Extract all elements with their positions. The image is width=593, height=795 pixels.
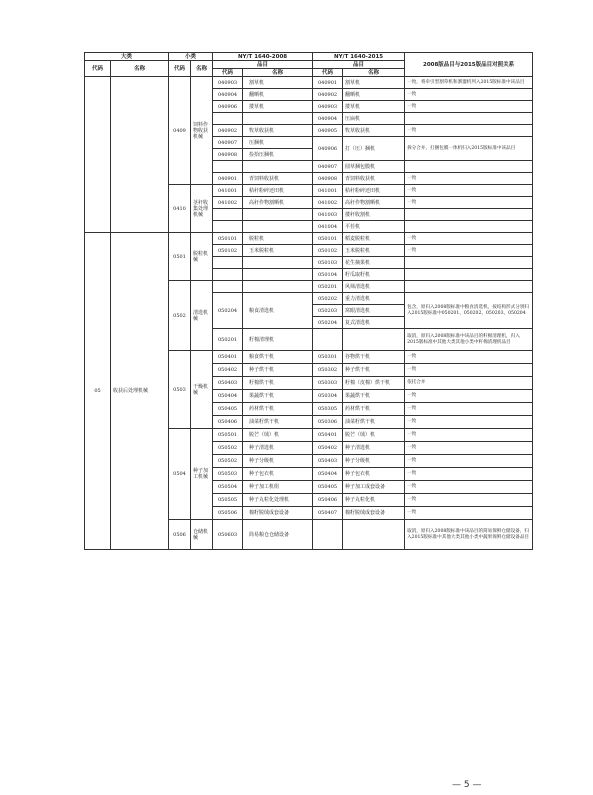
item-name-2015: 打（压）捆机	[343, 137, 405, 161]
item-code-2015: 050403	[313, 455, 343, 468]
item-code-2015: 040908	[313, 173, 343, 185]
item-code-2015: 050302	[313, 364, 343, 377]
item-code-2008: 050503	[213, 468, 243, 481]
item-name-2008: 压捆机	[243, 137, 313, 149]
table-row	[85, 77, 533, 89]
item-code-2015: 040907	[313, 161, 343, 173]
item-name-2008: 青饲料收获机	[243, 173, 313, 185]
relation-note: 一致	[405, 364, 533, 377]
header-small-category: 小类	[169, 53, 213, 61]
item-name-2008: 药材烘干机	[243, 403, 313, 416]
relation-note: 一致	[405, 455, 533, 468]
item-name-2008	[243, 221, 313, 233]
item-code-2015: 040901	[313, 77, 343, 89]
item-name-2015: 种子清选机	[343, 442, 405, 455]
relation-note: 一致	[405, 233, 533, 245]
category-comparison-table	[84, 52, 533, 550]
item-name-2008: 翻晒机	[243, 89, 313, 101]
page-number: — 5 —	[452, 780, 482, 790]
item-name-2015: 平茬机	[343, 221, 405, 233]
item-code-2015: 050404	[313, 468, 343, 481]
relation-note: 一致	[405, 468, 533, 481]
item-code-2015: 050306	[313, 416, 343, 429]
small-category-name: 种子加工机械	[191, 429, 213, 520]
item-name-2008: 种子烘干机	[243, 364, 313, 377]
small-category-name: 仓储机械	[191, 520, 213, 550]
item-code-2008: 040908	[213, 149, 243, 161]
item-code-2008: 050406	[213, 416, 243, 429]
item-name-2008: 搂草机	[243, 101, 313, 113]
big-category-code: 05	[85, 233, 111, 550]
item-code-2008: 050403	[213, 377, 243, 390]
item-name-2008: 种子丸粒化处理机	[243, 494, 313, 507]
item-code-2008: 050402	[213, 364, 243, 377]
item-code-2015: 050303	[313, 377, 343, 390]
item-code-2015: 041001	[313, 185, 343, 197]
item-code-2015: 050101	[313, 233, 343, 245]
item-code-2008: 041001	[213, 185, 243, 197]
relation-note: 一致	[405, 507, 533, 520]
header-small-name: 名称	[191, 61, 213, 77]
item-name-2015: 搂秆收割机	[343, 209, 405, 221]
header-std-2008: NY/T 1640-2008	[213, 53, 313, 61]
item-name-2008	[243, 281, 313, 293]
item-name-2008	[243, 209, 313, 221]
table-body	[85, 77, 533, 550]
item-name-2015: 高秆作物割晒机	[343, 197, 405, 209]
small-category-code: 0506	[169, 520, 191, 550]
item-code-2015: 041003	[313, 209, 343, 221]
small-category-code: 0502	[169, 281, 191, 351]
item-name-2008: 秸秆粉碎还田机	[243, 185, 313, 197]
item-code-2008: 040901	[213, 173, 243, 185]
item-code-2008: 050201	[213, 329, 243, 351]
item-name-2008: 割草机	[243, 77, 313, 89]
item-code-2008	[213, 269, 243, 281]
item-code-2015: 040905	[313, 125, 343, 137]
item-name-2015: 种子分级机	[343, 455, 405, 468]
header-big-code: 代码	[85, 61, 111, 77]
item-code-2008: 050404	[213, 390, 243, 403]
item-name-2008	[243, 269, 313, 281]
header-std-2015: NY/T 1640-2015	[313, 53, 405, 61]
item-code-2015: 050203	[313, 305, 343, 317]
item-code-2008	[213, 221, 243, 233]
item-name-2008	[243, 257, 313, 269]
item-code-2008: 050405	[213, 403, 243, 416]
item-name-2015: 脱芒（绒）机	[343, 429, 405, 442]
item-name-2015	[343, 329, 405, 351]
item-code-2015: 050402	[313, 442, 343, 455]
relation-note: 一致	[405, 481, 533, 494]
item-code-2008	[213, 113, 243, 125]
item-name-2015	[343, 520, 405, 550]
item-code-2015: 050104	[313, 269, 343, 281]
relation-note: 取消，原归入2008版标准中该品目的简易保鲜仓储设备，归入2015版标准中其他大类其他小类中蔬果保鲜仓储设备品目	[405, 520, 533, 550]
item-code-2015: 050301	[313, 351, 343, 364]
big-category-code	[85, 77, 111, 233]
item-code-2008	[213, 161, 243, 173]
relation-note: 拆分合并，打捆包膜一体机归入2015版标准中该品目	[405, 137, 533, 161]
big-category-name	[111, 77, 169, 233]
small-category-name: 饲料作物收获机械	[191, 77, 213, 185]
relation-note: 一致	[405, 173, 533, 185]
table-row	[85, 233, 533, 245]
item-name-2008: 粮食清选机	[243, 293, 313, 329]
item-name-2015: 翻晒机	[343, 89, 405, 101]
item-name-2015: 窝眼清选机	[343, 305, 405, 317]
item-name-2008: 种子清选机	[243, 442, 313, 455]
relation-note: 一致	[405, 197, 533, 209]
item-code-2015: 050401	[313, 429, 343, 442]
relation-note: 一致	[405, 101, 533, 113]
item-name-2015: 药材烘干机	[343, 403, 405, 416]
relation-note	[405, 257, 533, 269]
item-name-2008: 脱芒（绒）机	[243, 429, 313, 442]
item-code-2015: 050201	[313, 281, 343, 293]
item-name-2015: 种子丸粒化机	[343, 494, 405, 507]
relation-note: 一致	[405, 416, 533, 429]
relation-note: 一致	[405, 245, 533, 257]
small-category-code: 0503	[169, 351, 191, 429]
item-name-2008	[243, 161, 313, 173]
item-code-2008: 040903	[213, 77, 243, 89]
item-code-2008: 050102	[213, 245, 243, 257]
item-name-2015: 玉米脱粒机	[343, 245, 405, 257]
small-category-name: 清选机械	[191, 281, 213, 351]
table-header	[85, 53, 533, 77]
item-name-2008: 捡拾压捆机	[243, 149, 313, 161]
item-name-2015: 谷物烘干机	[343, 351, 405, 364]
item-code-2008: 050506	[213, 507, 243, 520]
item-name-2008: 籽棉清理机	[243, 329, 313, 351]
item-name-2015: 籽棉（皮棉）烘干机	[343, 377, 405, 390]
relation-note: 一致	[405, 403, 533, 416]
item-name-2008: 种子加工机组	[243, 481, 313, 494]
item-name-2015: 秸秆粉碎还田机	[343, 185, 405, 197]
item-name-2008: 籽棉烘干机	[243, 377, 313, 390]
small-category-name: 脱粒机械	[191, 233, 213, 281]
item-code-2008	[213, 257, 243, 269]
item-code-2015: 050405	[313, 481, 343, 494]
item-code-2008: 041002	[213, 197, 243, 209]
header-code-2015: 代码	[313, 69, 343, 77]
item-code-2008: 040907	[213, 137, 243, 149]
item-code-2015: 041002	[313, 197, 343, 209]
item-name-2015: 果蔬烘干机	[343, 390, 405, 403]
header-code-2008: 代码	[213, 69, 243, 77]
small-category-name: 干燥机械	[191, 351, 213, 429]
small-category-code: 0504	[169, 429, 191, 520]
relation-note	[405, 221, 533, 233]
item-name-2008: 棉籽脱绒成套设备	[243, 507, 313, 520]
relation-note: 依托合并	[405, 377, 533, 390]
item-code-2015: 050202	[313, 293, 343, 305]
item-name-2015: 稻麦脱粒机	[343, 233, 405, 245]
item-name-2008: 玉米脱粒机	[243, 245, 313, 257]
item-code-2015	[313, 520, 343, 550]
item-name-2015: 籽瓜取籽机	[343, 269, 405, 281]
item-code-2008: 050401	[213, 351, 243, 364]
relation-note: 一致	[405, 125, 533, 137]
item-code-2008: 050502	[213, 442, 243, 455]
item-name-2015: 青饲料收获机	[343, 173, 405, 185]
header-small-code: 代码	[169, 61, 191, 77]
item-code-2015: 050304	[313, 390, 343, 403]
item-code-2008: 050501	[213, 429, 243, 442]
item-code-2008: 050204	[213, 293, 243, 329]
item-name-2015: 割草机	[343, 77, 405, 89]
item-name-2015: 复式清选机	[343, 317, 405, 329]
item-name-2015: 搂草机	[343, 101, 405, 113]
item-name-2015: 种子烘干机	[343, 364, 405, 377]
item-name-2008: 粮食烘干机	[243, 351, 313, 364]
item-name-2015: 棉籽脱绒成套设备	[343, 507, 405, 520]
item-name-2015: 重力清选机	[343, 293, 405, 305]
item-code-2008: 050502	[213, 455, 243, 468]
relation-note	[405, 161, 533, 173]
item-code-2015: 040906	[313, 137, 343, 161]
item-code-2015: 050305	[313, 403, 343, 416]
item-name-2008: 脱粒机	[243, 233, 313, 245]
item-code-2008: 050505	[213, 494, 243, 507]
item-code-2015: 050407	[313, 507, 343, 520]
item-name-2008: 简易粮仓仓储设备	[243, 520, 313, 550]
relation-note: 一致	[405, 351, 533, 364]
item-code-2008	[213, 209, 243, 221]
item-name-2015: 牧草收获机	[343, 125, 405, 137]
header-big-category: 大类	[85, 53, 169, 61]
item-name-2015: 油菜籽烘干机	[343, 416, 405, 429]
relation-note: 一致	[405, 494, 533, 507]
header-name-2008: 名称	[243, 69, 313, 77]
item-code-2015: 040904	[313, 113, 343, 125]
item-code-2008	[213, 281, 243, 293]
header-items-2008: 品目	[213, 61, 313, 69]
item-code-2015: 050102	[313, 245, 343, 257]
relation-note: 一致，将牵引型割草机和割灌机列入2015版标准中该品目	[405, 77, 533, 89]
item-name-2015: 圆草捆包膜机	[343, 161, 405, 173]
header-big-name: 名称	[111, 61, 169, 77]
item-name-2008	[243, 113, 313, 125]
item-code-2015: 050204	[313, 317, 343, 329]
item-name-2015: 种子包衣机	[343, 468, 405, 481]
header-name-2015: 名称	[343, 69, 405, 77]
item-name-2008: 油菜籽烘干机	[243, 416, 313, 429]
relation-note: 一致	[405, 390, 533, 403]
header-relation: 2008版品目与2015版品目对照关系	[405, 53, 533, 77]
relation-note	[405, 269, 533, 281]
relation-note	[405, 281, 533, 293]
item-code-2008: 040904	[213, 89, 243, 101]
item-name-2015: 种子加工成套设备	[343, 481, 405, 494]
relation-note	[405, 113, 533, 125]
item-code-2008: 040902	[213, 125, 243, 137]
item-name-2008: 果蔬烘干机	[243, 390, 313, 403]
item-name-2015: 压扁机	[343, 113, 405, 125]
item-code-2008: 050603	[213, 520, 243, 550]
relation-note: 取消，原归入2008版标准中该品目的籽棉清理机，归入2015版标准中其他大类其他小类中籽棉清理机品目	[405, 329, 533, 351]
small-category-code: 0501	[169, 233, 191, 281]
item-name-2008: 高秆作物割晒机	[243, 197, 313, 209]
item-code-2015: 050406	[313, 494, 343, 507]
small-category-code: 0409	[169, 77, 191, 185]
item-code-2015	[313, 329, 343, 351]
header-items-2015: 品目	[313, 61, 405, 69]
big-category-name: 收获后处理机械	[111, 233, 169, 550]
small-category-code: 0410	[169, 185, 191, 233]
item-code-2008: 040906	[213, 101, 243, 113]
item-code-2015: 040903	[313, 101, 343, 113]
relation-note: 一致	[405, 185, 533, 197]
item-name-2008: 种子分级机	[243, 455, 313, 468]
relation-note: 一致	[405, 442, 533, 455]
item-code-2008: 050504	[213, 481, 243, 494]
item-code-2008: 050101	[213, 233, 243, 245]
item-code-2015: 041004	[313, 221, 343, 233]
item-code-2015: 050103	[313, 257, 343, 269]
item-name-2008: 种子包衣机	[243, 468, 313, 481]
item-name-2015: 风筛清选机	[343, 281, 405, 293]
relation-note: 包含，原归入2008版标准中粮食清选机，按结构形式分别归入2015版标准中050201、050202、050203、050204	[405, 293, 533, 329]
small-category-name: 茎秆收集处理机械	[191, 185, 213, 233]
item-name-2008: 牧草收获机	[243, 125, 313, 137]
relation-note: 一致	[405, 89, 533, 101]
item-name-2015: 花生摘果机	[343, 257, 405, 269]
relation-note: 一致	[405, 429, 533, 442]
item-code-2015: 040902	[313, 89, 343, 101]
relation-note	[405, 209, 533, 221]
